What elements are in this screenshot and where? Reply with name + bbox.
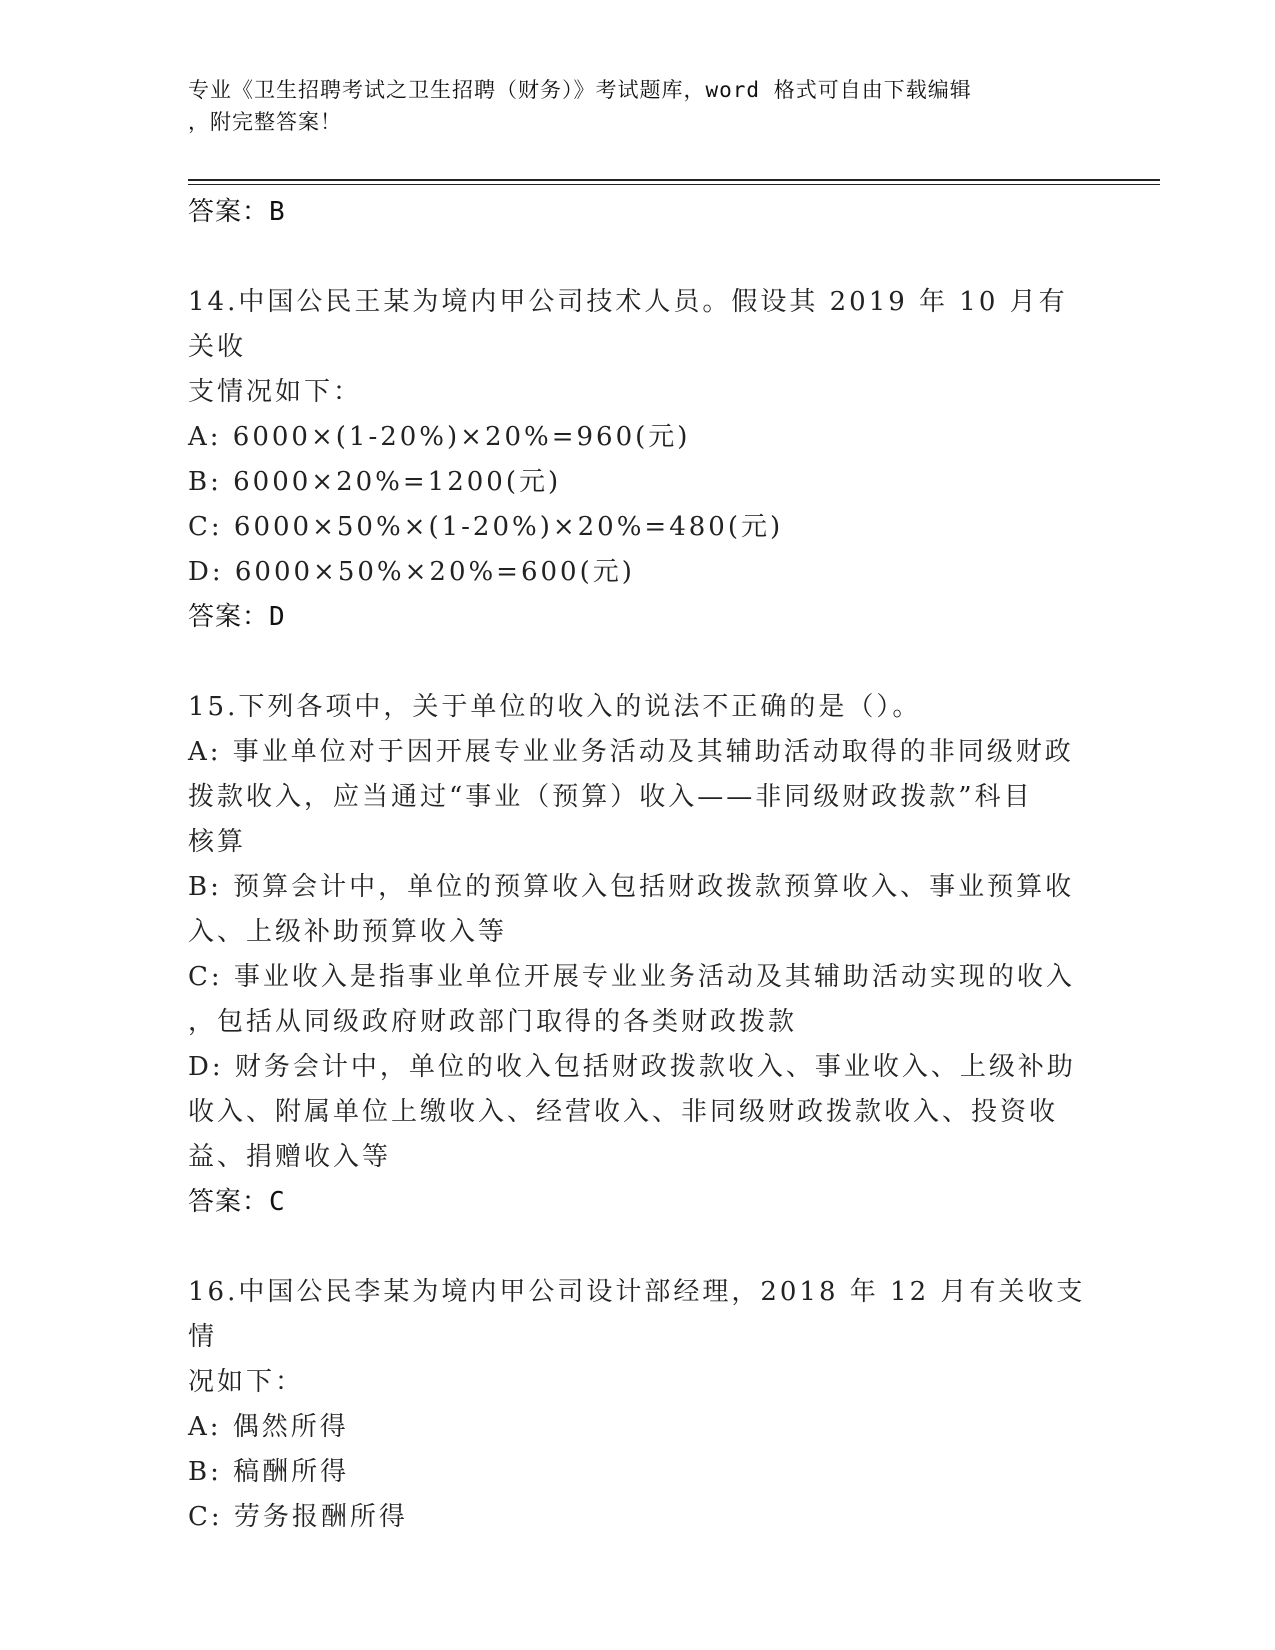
question-14-option-d: D: 6000×50%×20%=600(元)	[188, 557, 635, 587]
question-16-option-b: B: 稿酬所得	[188, 1457, 350, 1487]
question-14-option-c: C: 6000×50%×(1-20%)×20%=480(元)	[188, 512, 784, 542]
question-14	[188, 280, 1088, 639]
document-header	[188, 74, 1088, 138]
question-16	[188, 1270, 1088, 1540]
question-14-option-a: A: 6000×(1-20%)×20%=960(元)	[188, 422, 691, 452]
question-16-option-a: A: 偶然所得	[188, 1412, 349, 1442]
question-15-option-c-2: ，包括从同级政府财政部门取得的各类财政拨款	[188, 1007, 798, 1037]
question-15-option-d-1: D: 财务会计中，单位的收入包括财政拨款收入、事业收入、上级补助	[188, 1052, 1076, 1082]
question-15	[188, 685, 1088, 1224]
header-line-2: ，附完整答案！	[188, 110, 342, 134]
question-15-option-d-3: 益、捐赠收入等	[188, 1142, 392, 1172]
question-16-stem-1: 16.中国公民李某为境内甲公司设计部经理，2018 年 12 月有关收支情	[188, 1277, 1086, 1352]
question-16-stem-2: 况如下：	[188, 1367, 305, 1397]
header-divider-thick	[188, 179, 1160, 181]
answer-15: 答案：C	[188, 1187, 286, 1217]
answer-13: 答案：B	[188, 197, 286, 227]
question-15-option-b-1: B: 预算会计中，单位的预算收入包括财政拨款预算收入、事业预算收	[188, 872, 1075, 902]
question-15-stem: 15.下列各项中，关于单位的收入的说法不正确的是（）。	[188, 692, 922, 722]
question-15-option-d-2: 收入、附属单位上缴收入、经营收入、非同级财政拨款收入、投资收	[188, 1097, 1059, 1127]
header-divider-thin	[188, 184, 1160, 185]
question-16-option-c: C: 劳务报酬所得	[188, 1502, 408, 1532]
question-14-stem-2: 支情况如下：	[188, 377, 363, 407]
question-15-option-c-1: C: 事业收入是指事业单位开展专业业务活动及其辅助活动实现的收入	[188, 962, 1075, 992]
header-line-1: 专业《卫生招聘考试之卫生招聘（财务）》考试题库，word 格式可自由下载编辑	[188, 78, 972, 102]
question-15-option-a-2: 拨款收入，应当通过“事业（预算）收入——非同级财政拨款”科目	[188, 782, 1033, 812]
spacer	[188, 234, 1088, 280]
question-15-option-b-2: 入、上级补助预算收入等	[188, 917, 508, 947]
question-14-stem-1: 14.中国公民王某为境内甲公司技术人员。假设其 2019 年 10 月有关收	[188, 287, 1068, 362]
spacer	[188, 639, 1088, 685]
question-15-option-a-3: 核算	[188, 827, 247, 857]
document-body	[188, 190, 1088, 1540]
question-14-option-b: B: 6000×20%=1200(元)	[188, 467, 562, 497]
spacer	[188, 1224, 1088, 1270]
answer-14: 答案：D	[188, 602, 286, 632]
question-15-option-a-1: A: 事业单位对于因开展专业业务活动及其辅助活动取得的非同级财政	[188, 737, 1074, 767]
